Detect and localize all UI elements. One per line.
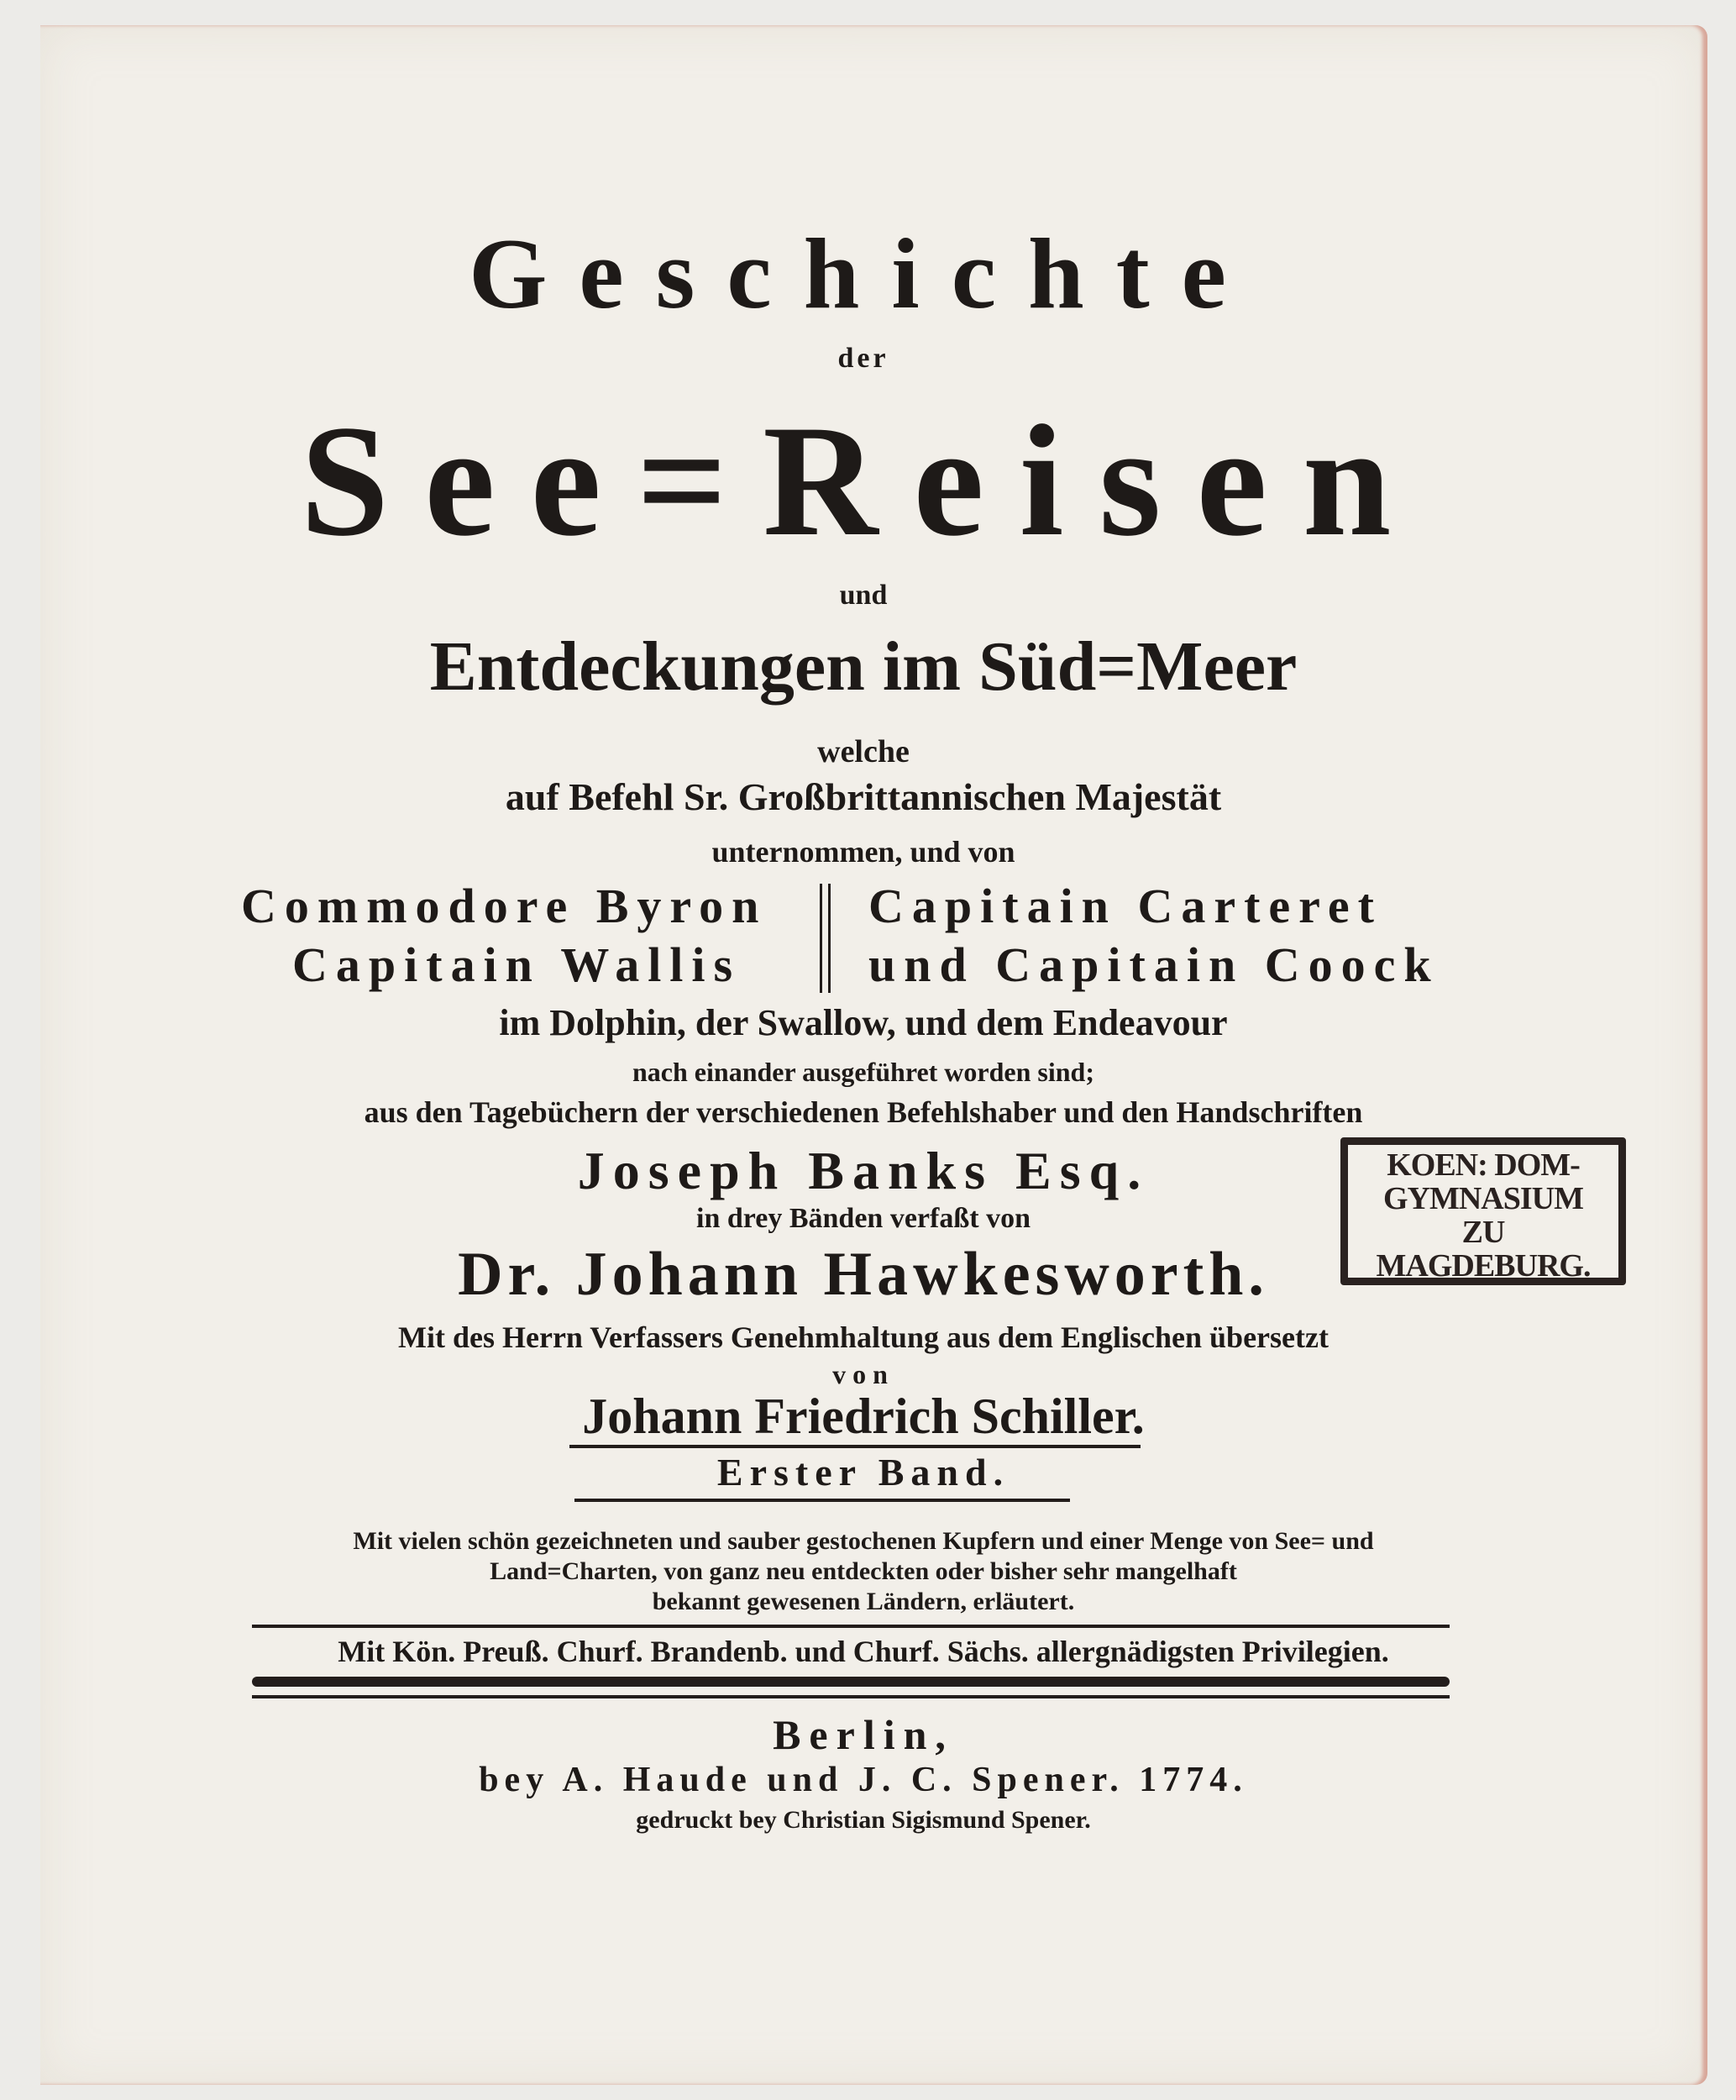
stamp-line: KOEN: DOM- [1387,1147,1580,1183]
text-ships: im Dolphin, der Swallow, und dem Endeavour [499,1002,1228,1043]
volume-label: Erster Band. [716,1451,1010,1494]
commander-wallis: Capitain Wallis [292,937,742,992]
column-divider [820,884,822,993]
text-welche: welche [817,734,910,769]
text-ausgefuehret: nach einander ausgeführet worden sind; [632,1057,1094,1087]
text-drey-baenden: in drey Bänden verfaßt von [696,1203,1031,1234]
rule [252,1625,1450,1628]
desc-line-1: Mit vielen schön gezeichneten und sauber gestochenen Kupfern und einer Menge von See= und [353,1527,1374,1555]
privileges: Mit Kön. Preuß. Churf. Brandenb. und Churf. Sächs. allergnädigsten Privilegien. [338,1635,1389,1668]
title-page [40,25,1707,2085]
commander-carteret: Capitain Carteret [868,879,1382,933]
text-schiller: Johann Friedrich Schiller. [582,1389,1145,1444]
title-see-reisen: See=Reisen [300,393,1427,570]
text-auf-befehl: auf Befehl Sr. Großbrittannischen Majestät [505,775,1222,818]
text-joseph-banks: Joseph Banks Esq. [577,1141,1150,1200]
rule [252,1695,1450,1698]
commander-byron: Commodore Byron [241,879,768,933]
publisher: bey A. Haude und J. C. Spener. 1774. [479,1761,1248,1799]
title-der: der [837,343,889,374]
text-tagebuechern: aus den Tagebüchern der verschiedenen Befehlshaber und den Handschriften [364,1095,1363,1129]
rule [574,1499,1070,1502]
title-entdeckungen: Entdeckungen im Süd=Meer [429,627,1298,706]
city: Berlin, [773,1711,954,1758]
stamp-line: ZU [1461,1215,1505,1250]
thick-rule [252,1677,1450,1687]
text-von: von [832,1359,894,1389]
text-genehmhaltung: Mit des Herrn Verfassers Genehmhaltung aus dem Englischen übersetzt [398,1320,1329,1354]
text-hawkesworth: Dr. Johann Hawkesworth. [458,1240,1269,1309]
desc-line-2: Land=Charten, von ganz neu entdeckten oder bisher sehr mangelhaft [490,1557,1237,1585]
title-und: und [839,580,888,611]
library-stamp [1340,1137,1626,1285]
text-unternommen: unternommen, und von [711,835,1015,869]
title-geschichte: Geschichte [469,218,1258,329]
printer: gedruckt bey Christian Sigismund Spener. [636,1806,1091,1834]
column-divider [828,884,831,993]
desc-line-3: bekannt gewesenen Ländern, erläutert. [652,1588,1075,1615]
rule [569,1445,1141,1448]
commander-coock: und Capitain Coock [868,937,1440,992]
stamp-line: GYMNASIUM [1383,1181,1583,1216]
stamp-line: MAGDEBURG. [1376,1248,1591,1284]
